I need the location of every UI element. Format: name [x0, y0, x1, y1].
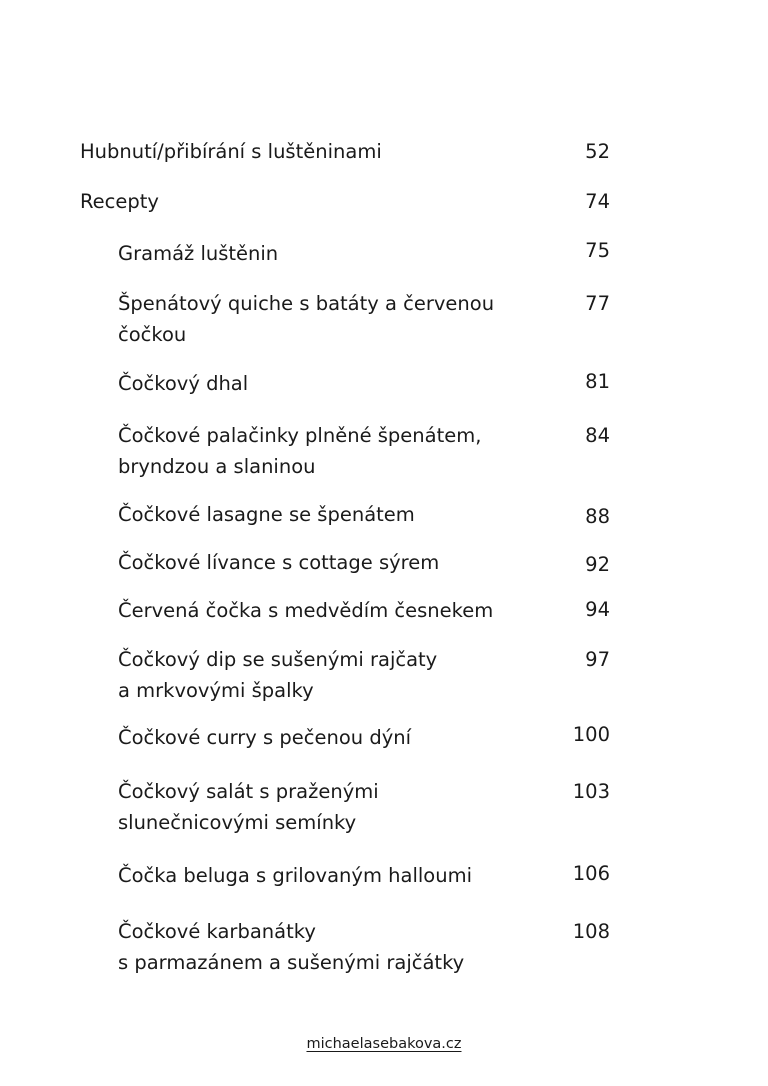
toc-entry-page: 100 [572, 723, 610, 746]
toc-entry-page: 88 [585, 505, 610, 528]
toc-entry-title: Čočkové palačinky plněné špenátem, bryndzou a slaninou [118, 424, 482, 478]
toc-entry-title: Čočkový salát s praženými slunečnicovými semínky [118, 780, 379, 834]
toc-entry-title: Recepty [80, 190, 159, 213]
toc-entry-title: Čočkové lívance s cottage sýrem [118, 551, 440, 574]
toc-entry-title: Hubnutí/přibírání s luštěninami [80, 140, 382, 163]
toc-entry-page: 97 [585, 648, 610, 671]
toc-entry-title: Čočka beluga s grilovaným halloumi [118, 864, 472, 887]
toc-entry-page: 81 [585, 370, 610, 393]
toc-entry-title: Gramáž luštěnin [118, 242, 279, 265]
toc-entry-page: 106 [572, 862, 610, 885]
toc-entry-page: 108 [572, 920, 610, 943]
toc-entry-page: 52 [585, 140, 610, 163]
toc-entry-page: 103 [572, 780, 610, 803]
toc-entry-title: Čočkové karbanátky s parmazánem a sušenými rajčátky [118, 920, 465, 974]
toc-entry-title: Čočkové lasagne se špenátem [118, 503, 415, 526]
toc-entry-page: 94 [585, 598, 610, 621]
toc-entry-page: 84 [585, 424, 610, 447]
toc-entry-page: 75 [585, 239, 610, 262]
toc-entry-title: Čočkové curry s pečenou dýní [118, 726, 412, 749]
page-footer [0, 1034, 768, 1054]
website-link[interactable]: michaelasebakova.cz [306, 1036, 462, 1052]
toc-entry-page: 77 [585, 292, 610, 315]
toc-entry-title: Červená čočka s medvědím česnekem [118, 599, 494, 622]
toc-entry-title: Čočkový dhal [118, 372, 249, 395]
toc-entry-page: 74 [585, 190, 610, 213]
toc-entry-page: 92 [585, 553, 610, 576]
toc-entry-title: Čočkový dip se sušenými rajčaty a mrkvovými špalky [118, 648, 438, 702]
toc-entry-title: Špenátový quiche s batáty a červenou čočkou [118, 292, 495, 346]
